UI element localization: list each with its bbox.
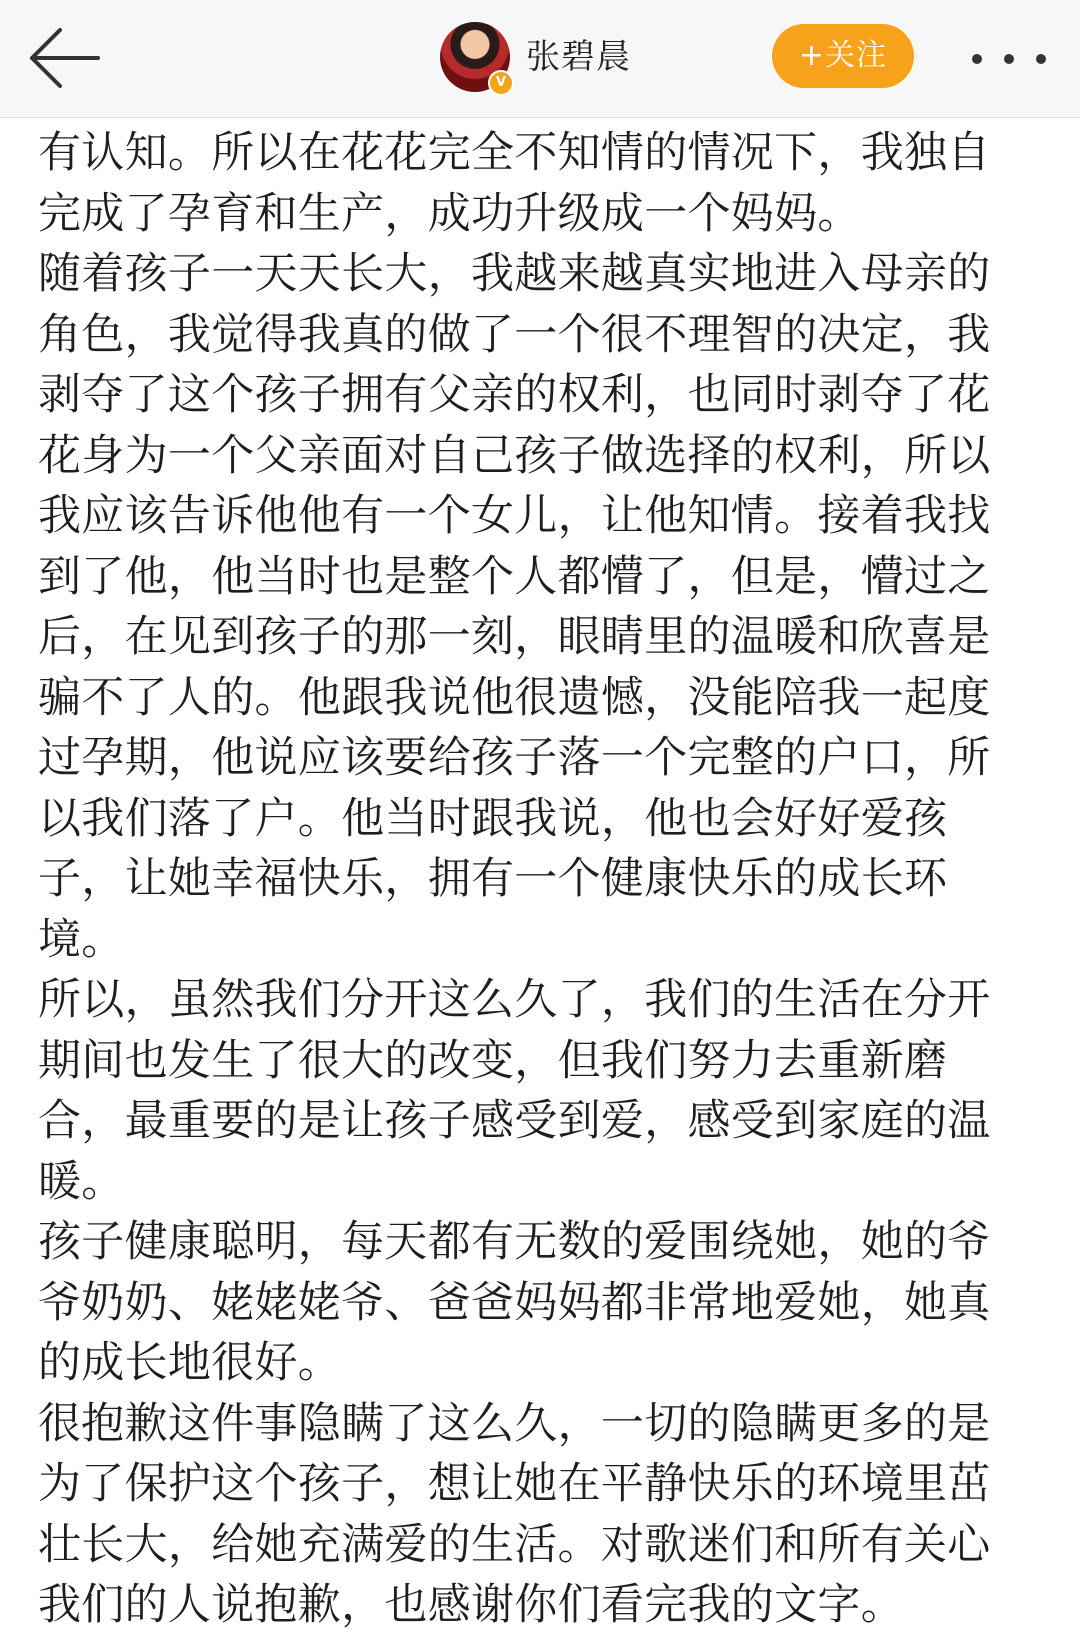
post-text-line: 合，最重要的是让孩子感受到爱，感受到家庭的温: [38, 1096, 991, 1146]
post-text-line: 后，在见到孩子的那一刻，眼睛里的温暖和欣喜是: [38, 612, 991, 662]
follow-button[interactable]: +关注: [772, 24, 914, 88]
verified-badge-icon: V: [488, 70, 514, 96]
more-dots-icon: [1004, 54, 1014, 64]
post-text-line: 到了他，他当时也是整个人都懵了，但是，懵过之: [38, 551, 991, 602]
post-text-line: 花身为一个父亲面对自己孩子做选择的权利，所以: [38, 430, 991, 481]
avatar[interactable]: [440, 22, 510, 92]
post-text-line: 我们的人说抱歉，也感谢你们看完我的文字。: [38, 1580, 904, 1630]
post-text-line: 骗不了人的。他跟我说他很遗憾，没能陪我一起度: [38, 672, 991, 723]
post-text-line: 壮长大，给她充满爱的生活。对歌迷们和所有关心: [38, 1519, 991, 1570]
post-body: [38, 123, 1048, 1636]
post-text-line: 角色，我觉得我真的做了一个很不理智的决定，我: [38, 309, 991, 360]
username[interactable]: 张碧晨: [526, 37, 631, 77]
top-bar: [0, 0, 1080, 118]
post-text-line: 所以，虽然我们分开这么久了，我们的生活在分开: [38, 975, 991, 1025]
arrow-left-icon: [24, 20, 104, 96]
post-text-line: 的成长地很好。: [38, 1338, 342, 1388]
more-options-button[interactable]: [972, 30, 1062, 84]
post-text-line: 暖。: [38, 1156, 125, 1207]
more-dots-icon: [972, 54, 982, 64]
post-text-line: 期间也发生了很大的改变，但我们努力去重新磨: [38, 1035, 948, 1086]
post-text-line: 剥夺了这个孩子拥有父亲的权利，也同时剥夺了花: [38, 370, 991, 420]
post-text-line: 子，让她幸福快乐，拥有一个健康快乐的成长环: [38, 854, 948, 904]
post-text-line: 我应该告诉他他有一个女儿，让他知情。接着我找: [38, 491, 991, 541]
post-text-line: 有认知。所以在花花完全不知情的情况下，我独自: [38, 128, 991, 178]
post-text-line: 孩子健康聪明，每天都有无数的爱围绕她，她的爷: [38, 1217, 991, 1267]
more-dots-icon: [1036, 54, 1046, 64]
post-text-line: 过孕期，他说应该要给孩子落一个完整的户口，所: [38, 733, 991, 783]
post-text-line: 为了保护这个孩子，想让她在平静快乐的环境里茁: [38, 1459, 991, 1509]
post-text-line: 境。: [38, 914, 125, 965]
post-text-line: 爷奶奶、姥姥姥爷、爸爸妈妈都非常地爱她，她真: [38, 1277, 991, 1328]
post-text-line: 很抱歉这件事隐瞒了这么久，一切的隐瞒更多的是: [38, 1398, 991, 1449]
post-text-line: 完成了孕育和生产，成功升级成一个妈妈。: [38, 188, 861, 239]
post-text-line: 随着孩子一天天长大，我越来越真实地进入母亲的: [38, 249, 991, 299]
post-text-line: 以我们落了户。他当时跟我说，他也会好好爱孩: [38, 793, 948, 844]
back-button[interactable]: [24, 20, 104, 96]
